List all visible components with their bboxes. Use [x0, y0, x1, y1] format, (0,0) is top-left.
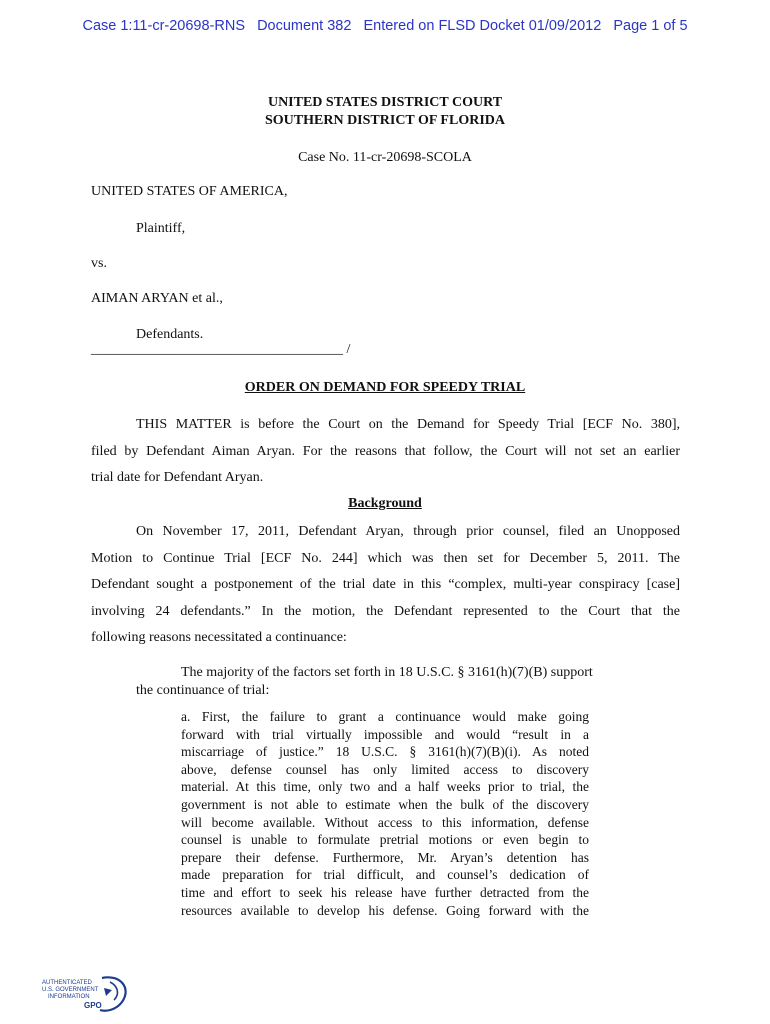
background-paragraph — [91, 519, 680, 652]
quote-a-line: material. At this time, only two and a half weeks prior to trial, the — [181, 779, 589, 795]
background-line: involving 24 defendants.” In the motion, the Defendant represented to the Court that the — [91, 603, 680, 619]
background-line: On November 17, 2011, Defendant Aryan, through prior counsel, filed an Unopposed — [136, 524, 680, 539]
order-title: ORDER ON DEMAND FOR SPEEDY TRIAL — [244, 380, 526, 395]
case-number: Case No. 11-cr-20698-SCOLA — [298, 150, 472, 165]
block-quote-a — [181, 708, 589, 919]
intro-paragraph — [91, 412, 680, 492]
quote-a-line: resources available to develop his defense. Going forward with the — [181, 902, 589, 918]
background-line: following reasons necessitated a continuance: — [91, 630, 347, 645]
quote-a-line: time and effort to seek his release have further detracted from the — [181, 884, 589, 900]
plaintiff-name: UNITED STATES OF AMERICA, — [91, 184, 288, 199]
quote-a-line: prepare their defense. Furthermore, Mr. Aryan’s detention has — [181, 849, 589, 865]
quote-a-line: will become available. Without access to this information, defense — [181, 814, 589, 830]
block-quote-intro — [136, 664, 634, 699]
defendant-role: Defendants. — [136, 327, 204, 342]
gpo-authentication-seal — [40, 972, 130, 1016]
seal-eagle-wing — [100, 977, 126, 1010]
seal-eagle-feather — [110, 982, 117, 1000]
background-line: Defendant sought a postponement of the trial date in this “complex, multi-year conspiracy [case] — [91, 577, 680, 592]
quote-intro-line: The majority of the factors set forth in 18 U.S.C. § 3161(h)(7)(B) support — [181, 665, 593, 680]
background-line: Motion to Continue Trial [ECF No. 244] which was then set for December 5, 2011. The — [91, 550, 680, 566]
quote-a-line: counsel is unable to formulate pretrial motions or even begin to — [181, 832, 589, 848]
seal-text-gpo: GPO — [84, 1001, 102, 1010]
quote-a-line: government is not able to estimate when the bulk of the discovery — [181, 796, 589, 812]
plaintiff-role: Plaintiff, — [136, 221, 186, 236]
quote-a-line: miscarriage of justice.” 18 U.S.C. § 3161(h)(7)(B)(i). As noted — [181, 744, 589, 760]
quote-a-line: made preparation for trial difficult, and counsel’s dedication of — [181, 867, 589, 883]
docket-header: Case 1:11-cr-20698-RNS Document 382 Entered on FLSD Docket 01/09/2012 Page 1 of 5 — [82, 18, 688, 34]
quote-a-line: above, defense counsel has only limited access to discovery — [181, 761, 589, 777]
seal-text-2: U.S. GOVERNMENT — [42, 987, 99, 993]
background-heading: Background — [348, 496, 422, 511]
quote-a-line: forward with trial virtually impossible and would “result in a — [181, 726, 589, 742]
intro-line: filed by Defendant Aiman Aryan. For the reasons that follow, the Court will not set an earlier — [91, 443, 680, 459]
versus: vs. — [91, 256, 107, 271]
intro-line: THIS MATTER is before the Court on the Demand for Speedy Trial [ECF No. 380], — [136, 417, 680, 432]
quote-intro-line: the continuance of trial: — [136, 682, 270, 698]
seal-eagle-head — [104, 988, 112, 996]
court-name: UNITED STATES DISTRICT COURT — [267, 95, 503, 110]
seal-text-1: AUTHENTICATED — [42, 980, 92, 986]
seal-text-3: INFORMATION — [48, 994, 90, 1000]
court-district: SOUTHERN DISTRICT OF FLORIDA — [265, 113, 505, 128]
defendant-name: AIMAN ARYAN et al., — [91, 291, 223, 306]
quote-a-line: a. First, the failure to grant a continuance would make going — [181, 709, 589, 724]
caption-rule: ____________________________________ / — [91, 342, 351, 357]
intro-line: trial date for Defendant Aryan. — [91, 470, 264, 485]
